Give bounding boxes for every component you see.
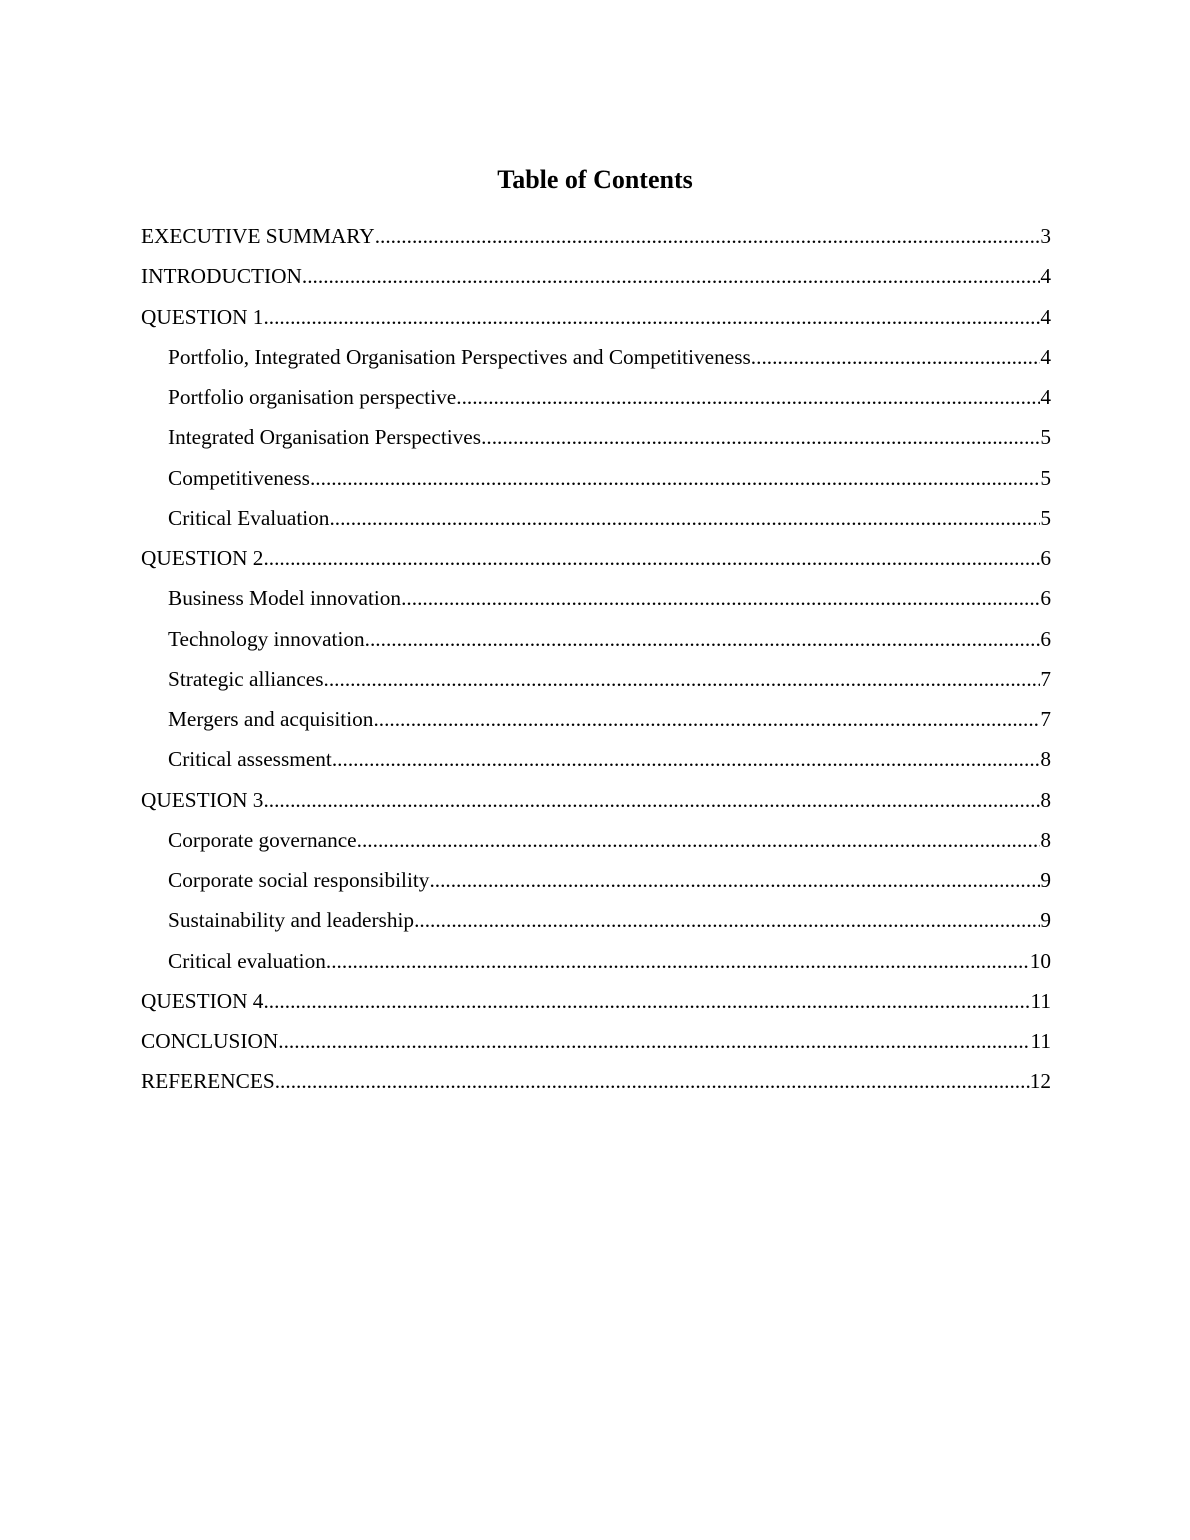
toc-entry[interactable] bbox=[141, 538, 1051, 578]
toc-entry-title: Business Model innovation bbox=[168, 586, 402, 611]
table-of-contents bbox=[141, 216, 1051, 1102]
toc-entry[interactable] bbox=[141, 1061, 1051, 1101]
toc-entry[interactable] bbox=[141, 216, 1051, 256]
toc-entry[interactable] bbox=[141, 256, 1051, 296]
toc-dot-leader bbox=[429, 860, 1040, 900]
toc-entry[interactable] bbox=[141, 659, 1051, 699]
toc-dot-leader bbox=[310, 458, 1040, 498]
toc-page-number: 8 bbox=[1040, 787, 1051, 812]
toc-entry-title: Competitiveness bbox=[168, 465, 310, 490]
toc-page-number: 12 bbox=[1029, 1069, 1051, 1094]
toc-entry-title: Portfolio organisation perspective bbox=[168, 385, 457, 409]
toc-page-number: 4 bbox=[1040, 304, 1051, 329]
toc-entry-title: Critical evaluation bbox=[168, 948, 326, 973]
toc-page-number: 11 bbox=[1030, 988, 1051, 1013]
toc-entry[interactable] bbox=[141, 417, 1051, 457]
toc-page-number: 8 bbox=[1040, 827, 1051, 852]
toc-dot-leader bbox=[481, 417, 1040, 457]
toc-dot-leader bbox=[302, 256, 1040, 296]
toc-page-number: 6 bbox=[1040, 546, 1051, 570]
toc-entry-title: Corporate social responsibility bbox=[168, 868, 430, 892]
toc-entry[interactable] bbox=[141, 739, 1051, 779]
toc-dot-leader bbox=[275, 1061, 1030, 1101]
toc-entry-title: Portfolio, Integrated Organisation Perspectives and Competitiveness bbox=[168, 344, 751, 369]
toc-page-number: 4 bbox=[1040, 264, 1051, 289]
toc-page-number: 8 bbox=[1040, 747, 1051, 772]
toc-dot-leader bbox=[456, 377, 1040, 417]
toc-entry[interactable] bbox=[141, 297, 1051, 337]
toc-entry[interactable] bbox=[141, 458, 1051, 498]
toc-entry-title: CONCLUSION bbox=[141, 1029, 279, 1053]
toc-page-number: 7 bbox=[1040, 707, 1051, 731]
toc-entry-title: Critical Evaluation bbox=[168, 505, 330, 530]
toc-dot-leader bbox=[375, 216, 1041, 256]
toc-page-number: 9 bbox=[1040, 868, 1051, 892]
toc-page-number: 6 bbox=[1040, 586, 1051, 611]
toc-entry-title: QUESTION 3 bbox=[141, 787, 264, 812]
toc-entry-title: INTRODUCTION bbox=[141, 264, 302, 289]
toc-page-number: 4 bbox=[1040, 344, 1051, 369]
toc-page-number: 5 bbox=[1040, 425, 1051, 450]
toc-dot-leader bbox=[263, 297, 1040, 337]
toc-page-number: 11 bbox=[1030, 1029, 1051, 1053]
toc-title: Table of Contents bbox=[497, 165, 693, 194]
toc-dot-leader bbox=[373, 699, 1040, 739]
toc-entry-title: Technology innovation bbox=[168, 626, 365, 651]
toc-entry-title: REFERENCES bbox=[141, 1069, 275, 1094]
toc-entry[interactable] bbox=[141, 377, 1051, 417]
toc-entry[interactable] bbox=[141, 699, 1051, 739]
toc-entry[interactable] bbox=[141, 900, 1051, 940]
toc-entry[interactable] bbox=[141, 619, 1051, 659]
toc-entry-title: QUESTION 2 bbox=[141, 546, 264, 570]
toc-dot-leader bbox=[324, 659, 1041, 699]
toc-dot-leader bbox=[414, 900, 1040, 940]
toc-dot-leader bbox=[329, 498, 1040, 538]
toc-page-number: 5 bbox=[1040, 465, 1051, 490]
toc-entry-title: EXECUTIVE SUMMARY bbox=[141, 224, 375, 248]
toc-dot-leader bbox=[263, 981, 1030, 1021]
toc-dot-leader bbox=[751, 337, 1041, 377]
toc-entry-title: Corporate governance bbox=[168, 827, 357, 852]
toc-page-number: 5 bbox=[1040, 505, 1051, 530]
toc-page-number: 6 bbox=[1040, 626, 1051, 651]
toc-entry[interactable] bbox=[141, 780, 1051, 820]
toc-entry[interactable] bbox=[141, 820, 1051, 860]
toc-entry-title: QUESTION 4 bbox=[141, 988, 264, 1013]
toc-dot-leader bbox=[365, 619, 1041, 659]
toc-entry-title: Critical assessment bbox=[168, 747, 332, 772]
toc-entry[interactable] bbox=[141, 498, 1051, 538]
toc-dot-leader bbox=[263, 538, 1040, 578]
toc-entry-title: Mergers and acquisition bbox=[168, 707, 374, 731]
toc-entry-title: Strategic alliances bbox=[168, 666, 324, 691]
toc-entry[interactable] bbox=[141, 941, 1051, 981]
toc-dot-leader bbox=[326, 941, 1030, 981]
toc-entry[interactable] bbox=[141, 1021, 1051, 1061]
toc-entry[interactable] bbox=[141, 860, 1051, 900]
toc-entry-title: Sustainability and leadership bbox=[168, 908, 415, 933]
toc-entry[interactable] bbox=[141, 981, 1051, 1021]
toc-dot-leader bbox=[263, 780, 1040, 820]
toc-entry-title: Integrated Organisation Perspectives bbox=[168, 425, 482, 450]
toc-entry[interactable] bbox=[141, 578, 1051, 618]
toc-dot-leader bbox=[357, 820, 1041, 860]
toc-dot-leader bbox=[401, 578, 1040, 618]
toc-page-number: 4 bbox=[1040, 385, 1051, 409]
toc-page-number: 7 bbox=[1040, 666, 1051, 691]
toc-page-number: 3 bbox=[1040, 224, 1051, 248]
toc-dot-leader bbox=[278, 1021, 1030, 1061]
toc-entry-title: QUESTION 1 bbox=[141, 304, 264, 329]
toc-entry[interactable] bbox=[141, 337, 1051, 377]
toc-dot-leader bbox=[332, 739, 1041, 779]
toc-page-number: 9 bbox=[1040, 908, 1051, 933]
toc-page-number: 10 bbox=[1029, 948, 1051, 973]
